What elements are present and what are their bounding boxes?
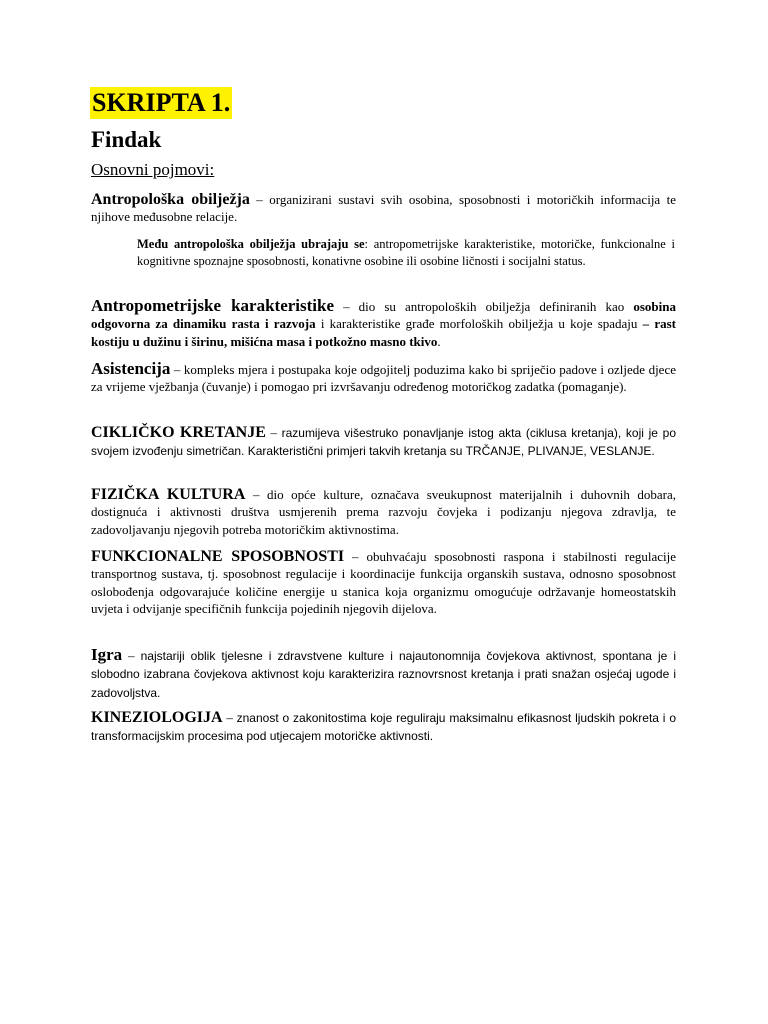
definition: kompleks mjera i postupaka koje odgojitelj poduzima kako bi spriječio padove i ozljede djece za vrijeme vježbanja (čuvanje) i pomogao pri izvršavanju određenog motoričkog zadatka (pomaganje). [91, 362, 676, 395]
lead-phrase: Među antropološka obilježja ubrajaju se [137, 237, 365, 251]
entry-antropometrijske-karakteristike [91, 297, 676, 350]
section-heading: Osnovni pojmovi: [91, 160, 215, 179]
document-subtitle: Findak [91, 127, 162, 152]
definition: dio opće kulture, označava sveukupnost materijalnih i duhovnih dobara, dostignuća i aktivnosti društva usmjerenih prema razvoju čovjeka i podizanju njegova zdravlja, te zadovoljavanju njegovih potreba motoričkim aktivnostima. [91, 487, 677, 537]
definition: obuhvaćaju sposobnosti raspona i stabilnosti regulacije transportnog sustava, tj. sposobnost regulacije i koordinacije funkcija organskih sustava, odnosno sposobnost oslobođenja odgovarajuće količine energije u stanica koja organizmu omogućuje održavanje homeostatskih uvjeta i odvijanje specifičnih funkcija pojedinih njegovih dijelova. [91, 549, 676, 616]
dash: – [249, 192, 270, 207]
entry-kineziologija [91, 709, 676, 746]
dash: – [245, 487, 267, 502]
dash: – [170, 362, 184, 377]
definition-part: i karakteristike građe morfoloških obilježja u koje spadaju [315, 316, 643, 332]
term: Asistencija [91, 359, 171, 378]
entry-antropoloska-obiljezja [91, 191, 676, 226]
entry-funkcionalne-sposobnosti [91, 548, 676, 617]
entry-asistencija [91, 360, 676, 396]
term: FUNKCIONALNE SPOSOBNOSTI [91, 548, 345, 565]
punctuation: . [437, 333, 441, 349]
term: Antropometrijske karakteristike [91, 296, 335, 315]
definition: organizirani sustavi svih osobina, sposobnosti i motoričkih informacija te njihove međusobne relacije. [91, 192, 676, 225]
term: Antropološka obilježja [91, 191, 250, 208]
entry-igra [91, 646, 676, 702]
term: CIKLIČKO KRETANJE [91, 424, 266, 441]
dash: – [265, 425, 282, 440]
emphasis: – rast kostiju u dužinu i širinu, mišićna masa i potkožno masno tkivo [91, 316, 676, 349]
entry-fizicka-kultura [91, 486, 676, 538]
dash: – [334, 299, 359, 314]
dash: – [344, 549, 367, 564]
dash: – [122, 648, 141, 663]
dash: – [222, 710, 237, 725]
definition: najstariji oblik tjelesne i zdravstvene kulture i najautonomnija čovjekova aktivnost, spontana je i slobodno izabrana čovjekova aktivnost koju karakterizira raznovrsnost kretanja i prati snažan osjećaj ugode i zadovoljstva. [91, 649, 676, 700]
emphasis: osobina odgovorna za dinamiku rasta i razvoja [91, 299, 676, 332]
term: KINEZIOLOGIJA [91, 709, 223, 726]
entry-antropoloska-obiljezja-list [137, 236, 675, 271]
term: FIZIČKA KULTURA [91, 486, 246, 503]
definition-part: dio su antropoloških obilježja definiranih kao [358, 299, 634, 314]
entry-cikličko-kretanje [91, 424, 676, 461]
definition: znanost o zakonitostima koje reguliraju maksimalnu efikasnost ljudskih pokreta i o transformacijskim procesima pod utjecajem motoričke aktivnosti. [91, 711, 676, 744]
document-title: SKRIPTA 1. [92, 88, 231, 117]
definition: : antropometrijske karakteristike, motoričke, funkcionalne i kognitivne spoznajne sposobnosti, konativne osobine ili osobine ličnosti i socijalni status. [137, 237, 675, 269]
definition: razumijeva višestruko ponavljanje istog akta (ciklusa kretanja), koji je po svojem izvođenju simetričan. Karakteristični primjeri takvih kretanja su TRČANJE, PLIVANJE, VESLANJE. [91, 426, 676, 459]
term: Igra [91, 645, 123, 664]
